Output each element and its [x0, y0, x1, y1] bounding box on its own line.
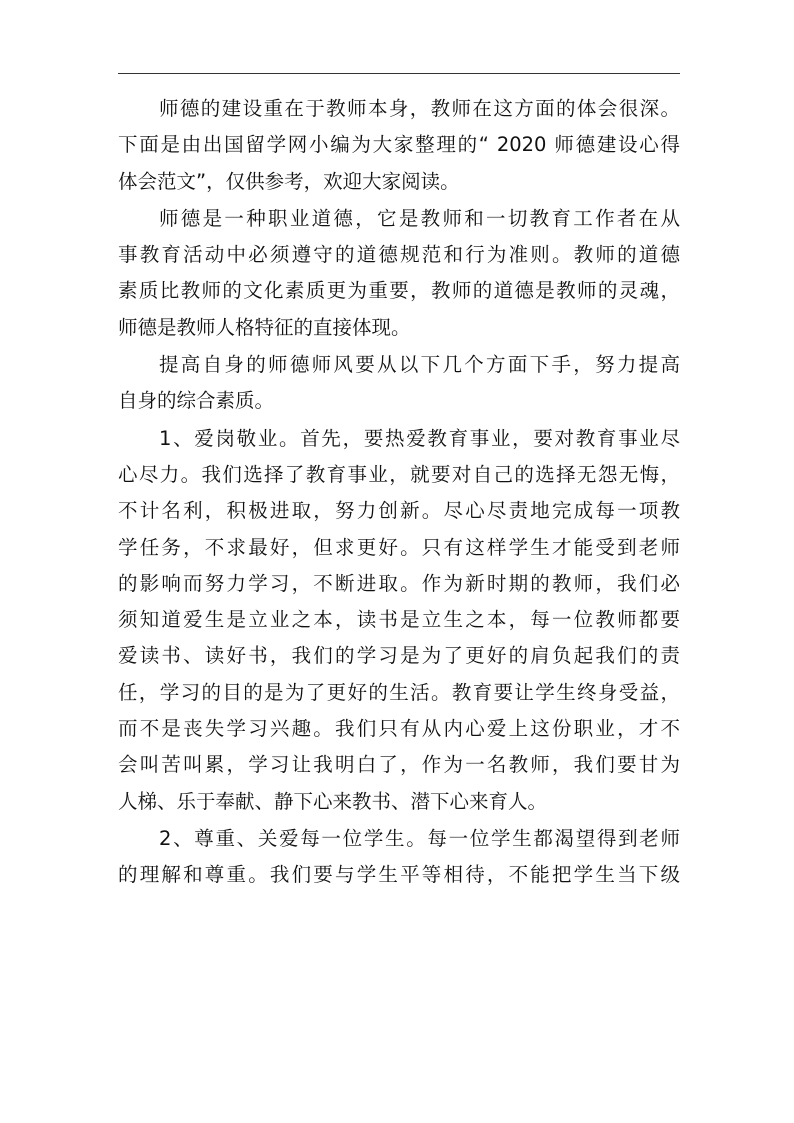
text-line: 而不是丧失学习兴趣。我们只有从内心爱上这份职业，才不 — [118, 717, 680, 741]
text-line: 心尽力。我们选择了教育事业，就要对自己的选择无怨无悔， — [118, 462, 680, 486]
text-line: 师德是教师人格特征的直接体现。 — [118, 315, 411, 339]
text-line: 的影响而努力学习，不断进取。作为新时期的教师，我们必 — [118, 571, 680, 595]
text-line: 下面是由出国留学网小编为大家整理的“ 2020 师德建设心得 — [118, 133, 680, 157]
header-rule — [118, 73, 680, 74]
text-line: 任，学习的目的是为了更好的生活。教育要让学生终身受益， — [118, 680, 680, 704]
text-line: 事教育活动中必须遵守的道德规范和行为准则。教师的道德 — [118, 243, 680, 267]
text-line: 的理解和尊重。我们要与学生平等相待，不能把学生当下级 — [118, 863, 680, 887]
text-line: 1、爱岗敬业。首先，要热爱教育事业，要对教育事业尽 — [159, 426, 680, 450]
text-line: 体会范文”，仅供参考，欢迎大家阅读。 — [118, 169, 460, 193]
text-line: 师德的建设重在于教师本身，教师在这方面的体会很深。 — [159, 97, 680, 120]
text-line: 人梯、乐于奉献、静下心来教书、潜下心来育人。 — [118, 789, 548, 813]
text-line: 2、尊重、关爱每一位学生。每一位学生都渴望得到老师 — [159, 826, 680, 850]
paragraph-overview — [118, 347, 680, 420]
text-line: 提高自身的师德师风要从以下几个方面下手，努力提高 — [159, 353, 680, 377]
text-line: 须知道爱生是立业之本，读书是立生之本，每一位教师都要 — [118, 608, 680, 632]
paragraph-definition — [118, 201, 680, 346]
paragraph-point-2 — [118, 821, 680, 894]
document-body — [118, 91, 680, 895]
text-line: 素质比教师的文化素质更为重要，教师的道德是教师的灵魂， — [118, 279, 680, 303]
text-line: 学任务，不求最好，但求更好。只有这样学生才能受到老师 — [118, 535, 680, 559]
text-line: 自身的综合素质。 — [118, 389, 275, 413]
paragraph-point-1 — [118, 421, 680, 820]
text-line: 不计名利，积极进取，努力创新。尽心尽责地完成每一项教 — [118, 499, 680, 523]
text-line: 爱读书、读好书，我们的学习是为了更好的肩负起我们的责 — [118, 644, 680, 668]
text-line: 会叫苦叫累，学习让我明白了，作为一名教师，我们要甘为 — [118, 753, 680, 777]
paragraph-intro — [118, 91, 680, 200]
text-line: 师德是一种职业道德，它是教师和一切教育工作者在从 — [159, 206, 680, 230]
